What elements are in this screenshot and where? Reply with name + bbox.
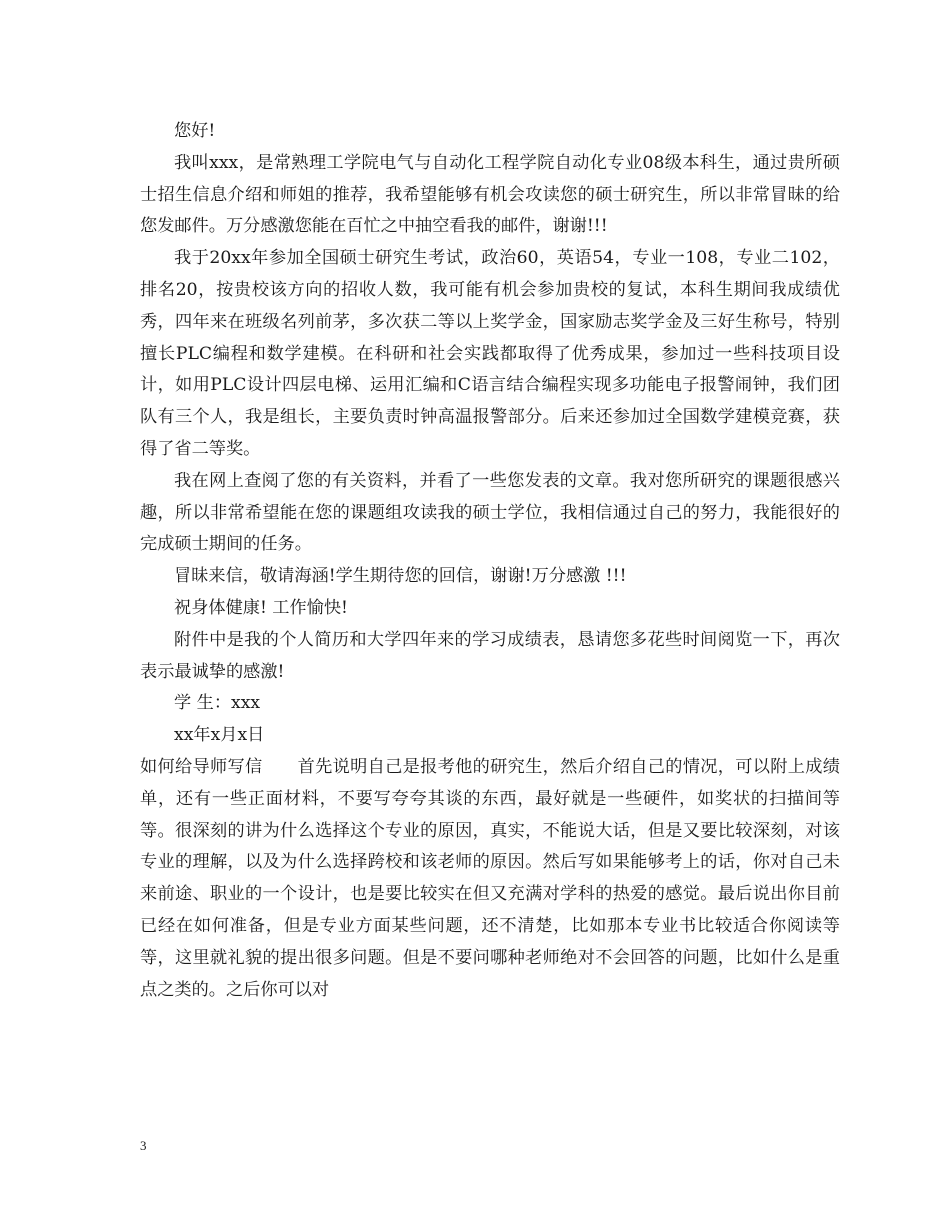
section-body: 首先说明自己是报考他的研究生，然后介绍自己的情况，可以附上成绩单，还有一些正面材料，不要写夸夸其谈的东西，最好就是一些硬件，如奖状的扫描间等等。很深刻的讲为什么选择这个专业的原因，真实，不能说大话，但是又要比较深刻，对该专业的理解，以及为什么选择跨校和该老师的原因。然后写如果能够考上的话，你对自己未来前途、职业的一个设计，也是要比较实在但又充满对学科的热爱的感觉。最后说出你目前已经在如何准备，但是专业方面某些问题，还不清楚，比如那本专业书比较适合你阅读等等，这里就礼貌的提出很多问题。但是不要问哪种老师绝对不会回答的问题，比如什么是重点之类的。之后你可以对 <box>140 756 840 1000</box>
greeting: 您好! <box>174 121 216 141</box>
paragraph-closing-thanks: 冒昧来信，敬请海涵!学生期待您的回信，谢谢!万分感激 !!! <box>174 566 627 587</box>
paragraph-research-interest: 我在网上查阅了您的有关资料，并看了一些您发表的文章。我对您所研究的课题很感兴趣，所以非常希望能在您的课题组攻读我的硕士学位，我相信通过自己的努力，我能很好的完成硕士期间的任务。 <box>140 470 840 555</box>
section-spacer <box>263 757 298 777</box>
paragraph-exam-and-achievements: 我于20xx年参加全国硕士研究生考试，政治60，英语54，专业一108，专业二102，排名20，按贵校该方向的招收人数，我可能有机会参加贵校的复试，本科生期间我成绩优秀，四年来在班级名列前茅，多次获二等以上奖学金，国家励志奖学金及三好生称号，特别擅长PLC编程和数学建模。在科研和社会实践都取得了优秀成果，参加过一些科技项目设计，如用PLC设计四层电梯、运用汇编和C语言结合编程实现多功能电子报警闹钟，我们团队有三个人，我是组长，主要负责时钟高温报警部分。后来还参加过全国数学建模竞赛，获得了省二等奖。 <box>140 248 840 459</box>
letter-date: xx年x月x日 <box>174 725 265 746</box>
section-title: 如何给导师写信 <box>140 756 263 777</box>
paragraph-attachment-note: 附件中是我的个人简历和大学四年来的学习成绩表，恳请您多花些时间阅览一下，再次表示最诚挚的感激! <box>140 629 840 682</box>
page-number: 3 <box>140 1138 147 1153</box>
section-paragraph <box>140 752 840 1006</box>
letter-body <box>140 116 840 1006</box>
paragraph-introduction: 我叫xxx，是常熟理工学院电气与自动化工程学院自动化专业08级本科生，通过贵所硕士招生信息介绍和师姐的推荐，我希望能够有机会攻读您的硕士研究生，所以非常冒昧的给您发邮件。万分感激您能在百忙之中抽空看我的邮件，谢谢!!! <box>140 152 840 237</box>
paragraph-wishes: 祝身体健康! 工作愉快! <box>174 597 348 618</box>
signature: 学 生：xxx <box>174 693 261 714</box>
